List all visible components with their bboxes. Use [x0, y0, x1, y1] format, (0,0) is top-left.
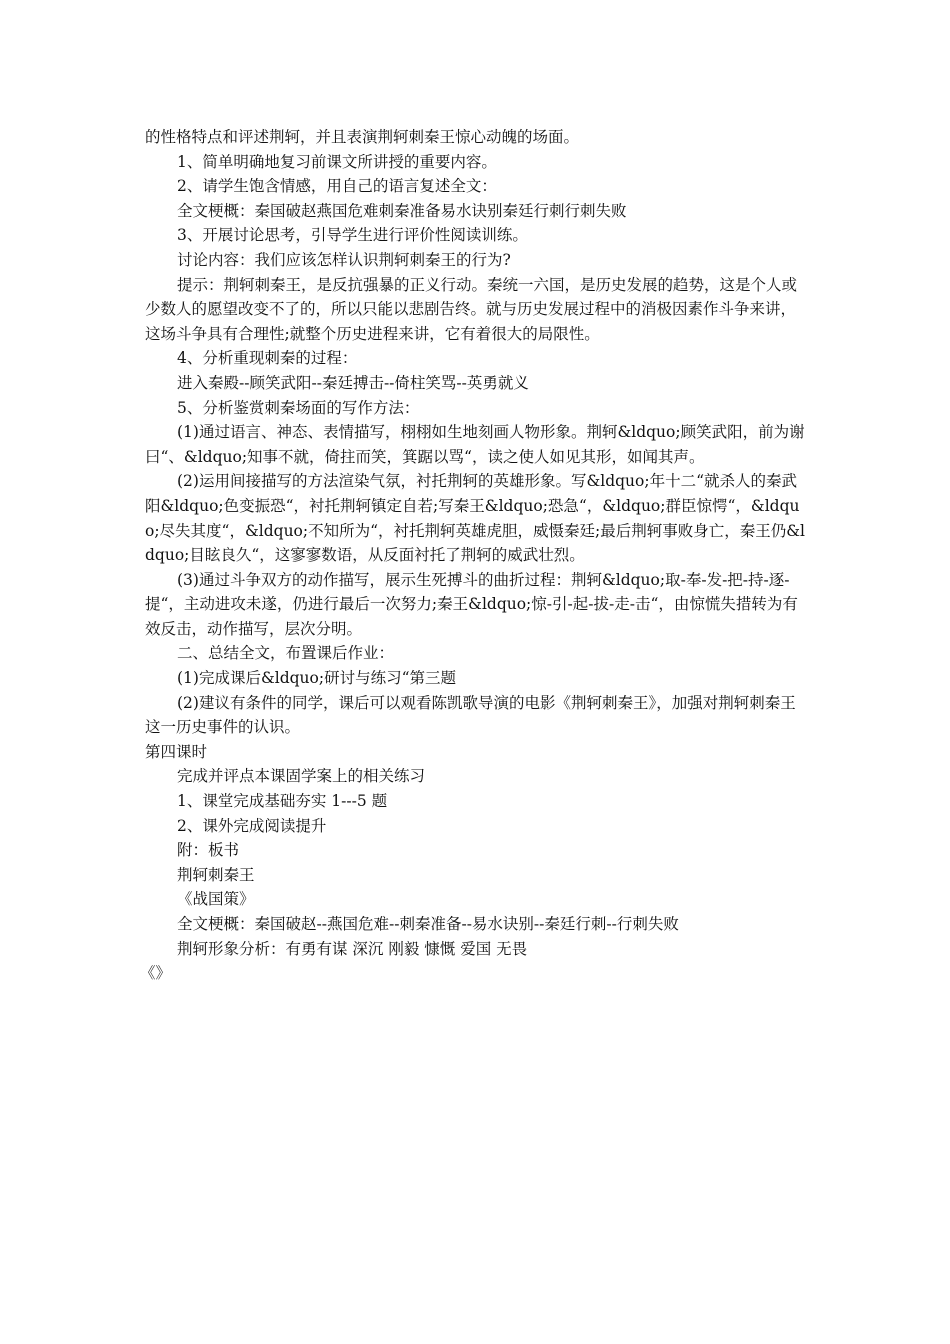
paragraph-5: 3、开展讨论思考，引导学生进行评价性阅读训练。	[177, 226, 528, 245]
paragraph-24: 全文梗概：秦国破赵--燕国危难--刺秦准备--易水诀别--秦廷行刺--行刺失败	[177, 915, 679, 933]
paragraph-11: (1)通过语言、神态、表情描写，栩栩如生地刻画人物形象。荆轲&ldquo;顾笑武阳，前为谢曰“、&ldquo;知事不就，倚拄而笑，箕踞以骂“，读之使人如见其形，如闻其声。	[145, 423, 805, 466]
section-heading: 第四课时	[145, 742, 208, 761]
paragraph-9: 进入秦殿--顾笑武阳--秦廷搏击--倚柱笑骂--英勇就义	[177, 373, 529, 392]
paragraph-18: 完成并评点本课固学案上的相关练习	[177, 767, 426, 786]
paragraph-1: 的性格特点和评述荆轲，并且表演荆轲刺秦王惊心动魄的场面。	[145, 128, 580, 146]
paragraph-21: 附：板书	[177, 841, 240, 860]
paragraph-3: 2、请学生饱含情感，用自己的语言复述全文：	[177, 177, 497, 196]
paragraph-7: 提示：荆轲刺秦王，是反抗强暴的正义行动。秦统一六国，是历史发展的趋势，这是个人或少数人的愿望改变不了的，所以只能以悲剧告终。就与历史发展过程中的消极因素作斗争来讲，这场斗争具有合理性;就整个历史进程来讲，它有着很大的局限性。	[145, 275, 798, 343]
paragraph-22: 荆轲刺秦王	[177, 865, 255, 884]
paragraph-12: (2)运用间接描写的方法渲染气氛，衬托荆轲的英雄形象。写&ldquo;年十二“就杀人的秦武阳&ldquo;色变振恐“，衬托荆轲镇定自若;写秦王&ldquo;恐急“，&ldquo;群臣惊愕“，&ldquo;尽失其度“，&ldquo;不知所为“，衬托荆轲英雄虎胆，威慑秦廷;最后荆轲事败身亡，秦王仍&ldquo;目眩良久“，这寥寥数语，从反面衬托了荆轲的威武壮烈。	[145, 472, 806, 565]
paragraph-19: 1、课堂完成基础夯实 1---5 题	[177, 792, 388, 811]
paragraph-16: (2)建议有条件的同学，课后可以观看陈凯歌导演的电影《荆轲刺秦王》，加强对荆轲刺秦王这一历史事件的认识。	[145, 693, 796, 737]
paragraph-23: 《战国策》	[177, 890, 255, 909]
paragraph-10: 5、分析鉴赏刺秦场面的写作方法：	[177, 398, 420, 417]
document-body	[140, 125, 810, 986]
paragraph-25: 荆轲形象分析：有勇有谋 深沉 刚毅 慷慨 爱国 无畏	[177, 939, 528, 958]
paragraph-13: (3)通过斗争双方的动作描写，展示生死搏斗的曲折过程：荆轲&ldquo;取-奉-发-把-持-逐-提“，主动进攻未遂，仍进行最后一次努力;秦王&ldquo;惊-引-起-拔-走-击“，由惊慌失措转为有效反击，动作描写，层次分明。	[145, 570, 798, 638]
paragraph-14: 二、总结全文，布置课后作业：	[177, 644, 395, 663]
paragraph-20: 2、课外完成阅读提升	[177, 816, 327, 835]
paragraph-15: (1)完成课后&ldquo;研讨与练习“第三题	[177, 669, 457, 688]
paragraph-4: 全文梗概：秦国破赵燕国危难刺秦准备易水诀别秦廷行刺行刺失败	[177, 201, 627, 220]
paragraph-26: 《》	[140, 964, 172, 983]
paragraph-8: 4、分析重现刺秦的过程：	[177, 349, 358, 368]
paragraph-6: 讨论内容：我们应该怎样认识荆轲刺秦王的行为?	[177, 250, 511, 269]
paragraph-2: 1、简单明确地复习前课文所讲授的重要内容。	[177, 152, 497, 171]
